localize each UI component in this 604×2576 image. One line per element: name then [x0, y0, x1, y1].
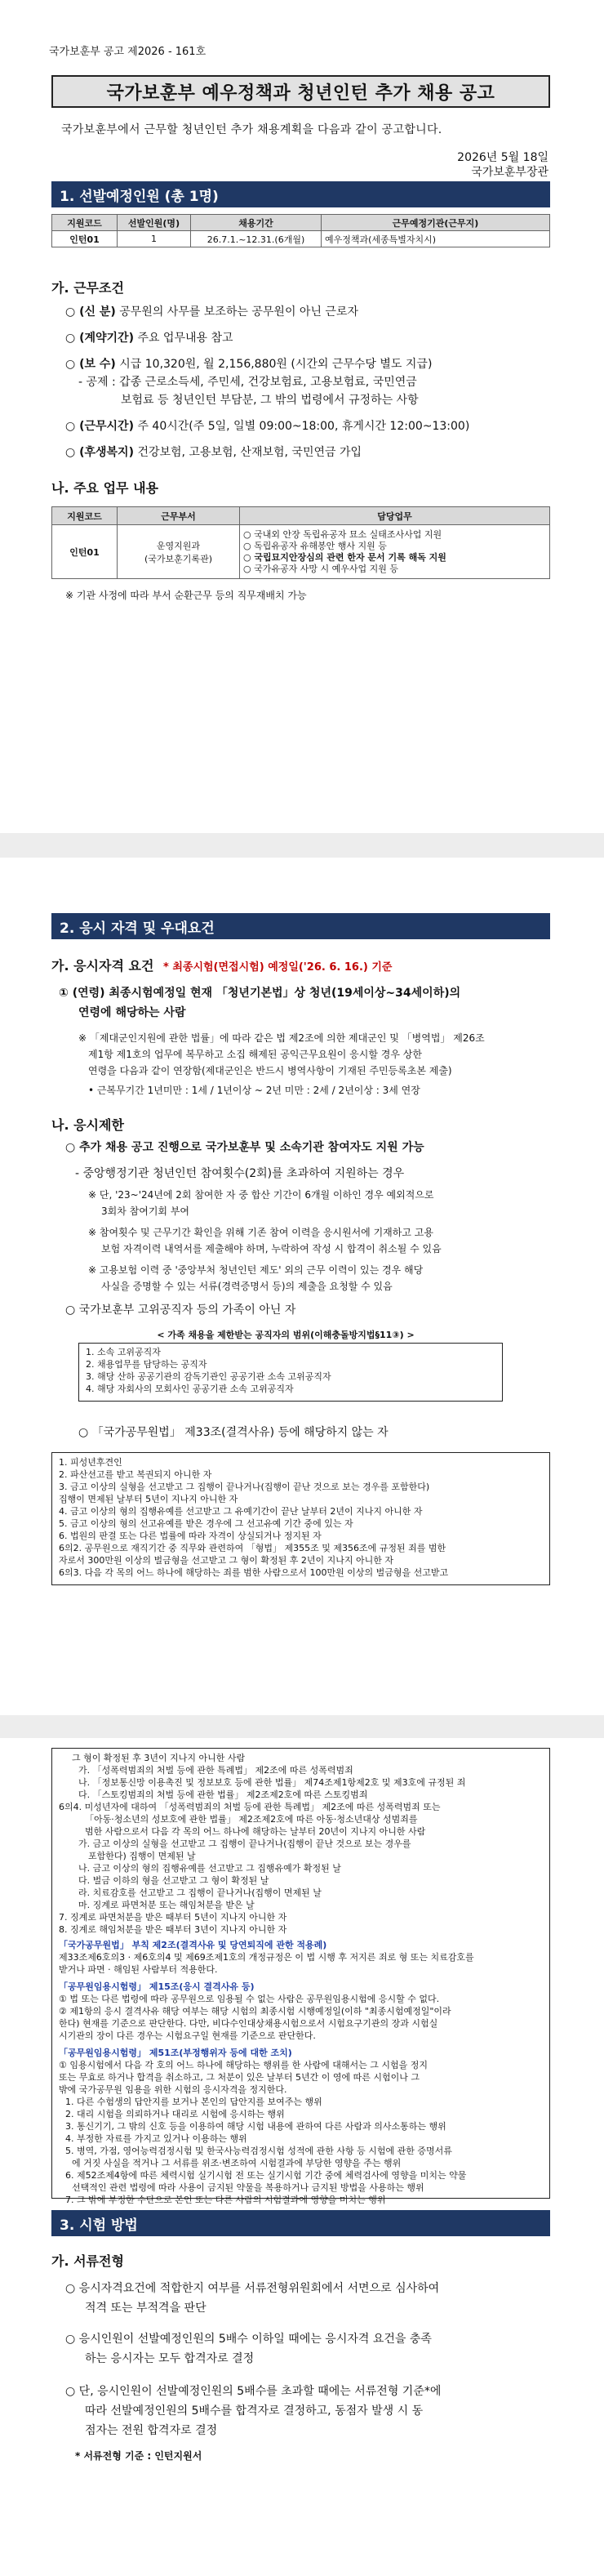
- family-box-title: < 가족 채용을 제한받는 공직자의 범위(이해충돌방지법§11③) >: [157, 1330, 415, 1340]
- disqualification-heading: ○ 「국가공무원법」 제33조(결격사유) 등에 해당하지 않는 자: [78, 1426, 389, 1439]
- table-header-cell: 지원코드: [52, 507, 118, 525]
- law-c-line: 4. 부정한 자료를 가지고 있거나 이용하는 행위: [65, 2133, 247, 2144]
- restriction-note: ※ 참여횟수 및 근무기간 확인을 위해 기존 참여 이력을 응시원서에 기재하고 고용: [88, 1227, 433, 1238]
- duty-item: ○ 국가유공자 사망 시 예우사업 지원 등: [243, 563, 398, 574]
- page-3: [0, 1738, 604, 2576]
- table-header-cell: 근무부서: [118, 507, 240, 525]
- law-c-line: 3. 통신기기, 그 밖의 신호 등을 이용하여 해당 시험 내용에 관하여 다른 사람과 의사소통하는 행위: [65, 2121, 446, 2132]
- law-b-title: 「공무원임용시험령」 제15조(응시 결격사유 등): [59, 1981, 255, 1992]
- screening-item-cont: 적격 또는 부적격을 판단: [85, 2302, 207, 2315]
- disq-item: 다. 벌금 이하의 형을 선고받고 그 형이 확정된 날: [78, 1875, 269, 1886]
- restriction-note-cont: 사실을 증명할 수 있는 서류(경력증명서 등)의 제출을 요청할 수 있음: [101, 1281, 393, 1292]
- restriction-note-cont: 3회차 참여기회 부여: [101, 1206, 190, 1217]
- disq-item: 나. 금고 이상의 형의 집행유예를 선고받고 그 집행유예가 확정된 날: [78, 1863, 341, 1874]
- condition-text: 공무원의 사무를 보조하는 공무원이 아닌 근로자: [119, 305, 358, 319]
- condition-label: ○ (신 분): [65, 305, 116, 319]
- table-header-row: [52, 215, 550, 231]
- notice-date: 2026년 5월 18일: [457, 151, 548, 164]
- law-b-line: 한다) 현재를 기준으로 판단한다. 다만, 비다수인대상채용시험으로서 시험요구기관의 장과 시험실: [59, 2018, 438, 2029]
- condition-text: 건강보험, 고용보험, 산재보험, 국민연금 가입: [137, 446, 362, 459]
- intro-text: 국가보훈부에서 근무할 청년인턴 추가 채용계획을 다음과 같이 공고합니다.: [61, 123, 442, 136]
- law-c-line: 선택적인 관련 법령에 따라 사용이 금지된 약물을 복용하거나 금지된 방법을 사용하는 행위: [72, 2182, 424, 2193]
- table-header-cell: 근무예정기관(근무지): [322, 215, 550, 231]
- condition-pay: [65, 356, 432, 372]
- disq-item: 마. 징계로 파면처분 또는 해임처분을 받은 날: [78, 1900, 255, 1910]
- condition-status: [65, 304, 358, 320]
- recruitment-table: [51, 214, 550, 247]
- section-1-title: 1. 선발예정인원 (총 1명): [51, 181, 550, 207]
- disq-item: 집행이 면제된 날부터 5년이 지나지 아니한 자: [59, 1494, 238, 1504]
- table-cell: 인턴01: [52, 231, 118, 247]
- duties-footnote: ※ 기관 사정에 따라 부서 순환근무 등의 직무재배치 가능: [65, 590, 307, 601]
- condition-deduction-cont: 보험료 등 청년인턴 부담분, 그 밖의 법령에서 규정하는 사항: [121, 394, 419, 407]
- law-c-title: 「공무원임용시험령」 제51조(부정행위자 등에 대한 조치): [59, 2048, 292, 2058]
- condition-hours: [65, 418, 469, 435]
- restriction-item: ○ 추가 채용 공고 진행으로 국가보훈부 및 소속기관 참여자도 지원 가능: [65, 1141, 424, 1154]
- table-header-cell: 선발인원(명): [118, 215, 191, 231]
- screening-item-cont: 따라 선발예정인원의 5배수를 합격자로 결정하고, 동점자 발생 시 동: [85, 2404, 424, 2418]
- screening-item-cont: 점자는 전원 합격자로 결정: [85, 2424, 218, 2437]
- disq-item: 6의4. 미성년자에 대하여 「성폭력범죄의 처벌 등에 관한 특례법」 제2조에 따른 성폭력범죄 또는: [59, 1802, 441, 1812]
- condition-label: ○ (후생복지): [65, 446, 134, 459]
- condition-label: ○ (근무시간): [65, 420, 134, 433]
- disq-item: 라. 치료감호를 선고받고 그 집행이 끝나거나(집행이 면제된 날: [78, 1887, 322, 1898]
- disq-item: 1. 피성년후견인: [59, 1457, 122, 1468]
- dept-name: 운영지원과: [156, 540, 201, 551]
- law-a-line: 받거나 파면 · 해임된 사람부터 적용한다.: [59, 1964, 218, 1975]
- law-c-line: 1. 다른 수험생의 답안지를 보거나 본인의 답안지를 보여주는 행위: [65, 2097, 322, 2107]
- disq-item: 6의3. 다음 각 목의 어느 하나에 해당하는 죄를 범한 사람으로서 100만원 이상의 벌금형을 선고받고: [59, 1567, 449, 1578]
- restriction-item: - 중앙행정기관 청년인턴 참여횟수(2회)를 초과하여 지원하는 경우: [75, 1167, 405, 1180]
- table-header-cell: 채용기간: [191, 215, 322, 231]
- law-c-line: 또는 무효로 하거나 합격을 취소하고, 그 처분이 있은 날부터 5년간 이 영에 따른 시험이나 그: [59, 2072, 420, 2083]
- table-cell: [240, 525, 550, 579]
- restriction-note: ※ 단, '23~'24년에 2회 참여한 자 중 합산 기간이 6개월 이하인 경우 예외적으로: [88, 1189, 434, 1201]
- page-2: [0, 858, 604, 1715]
- law-a-line: 제33조제6호의3 · 제6호의4 및 제69조제1호의 개정규정은 이 법 시행 후 저지른 죄로 형 또는 치료감호를: [59, 1952, 474, 1963]
- disq-item: 6의2. 공무원으로 재직기간 중 직무와 관련하여 「형법」 제355조 및 제356조에 규정된 죄를 범한: [59, 1543, 446, 1553]
- family-box-item: 1. 소속 고위공직자: [86, 1347, 161, 1357]
- condition-text: 시급 10,320원, 월 2,156,880원 (시간외 근무수당 별도 지급): [119, 358, 433, 371]
- military-note-cont: 연령을 다음과 같이 연장함(제대군인은 반드시 병역사항이 기재된 주민등록초본 제출): [88, 1065, 452, 1076]
- screening-criteria: * 서류전형 기준 : 인턴지원서: [75, 2450, 202, 2462]
- duty-item: ○ 국립묘지안장심의 관련 한자 문서 기록 해독 지원: [243, 551, 446, 563]
- conditions-heading: 가. 근무조건: [51, 280, 124, 296]
- disq-item: 나. 「정보통신망 이용촉진 및 정보보호 등에 관한 법률」 제74조제1항제2호 및 제3호에 규정된 죄: [78, 1777, 466, 1788]
- page-1: [0, 0, 604, 833]
- disq-item: 8. 징계로 해임처분을 받은 때부터 3년이 지나지 아니한 자: [59, 1924, 287, 1935]
- table-cell: 26.7.1.~12.31.(6개월): [191, 231, 322, 247]
- screening-item: ○ 단, 응시인원이 선발예정인원의 5배수를 초과할 때에는 서류전형 기준*에: [65, 2385, 442, 2398]
- table-cell: 인턴01: [52, 525, 118, 579]
- law-c-line: 에 거짓 사실을 적거나 그 서류를 위조·변조하여 시험결과에 부당한 영향을 주는 행위: [72, 2158, 402, 2168]
- condition-deduction: - 공제 : 갑종 근로소득세, 주민세, 건강보험료, 고용보험료, 국민연금: [78, 376, 417, 389]
- restriction-heading: 나. 응시제한: [51, 1117, 124, 1133]
- law-c-line: 6. 제52조제4항에 따른 체력시험 실기시험 전 또는 실기시험 기간 중에 체력검사에 영향을 미치는 약물: [65, 2170, 467, 2181]
- condition-text: 주요 업무내용 참고: [137, 332, 233, 345]
- section-3-title: 3. 시험 방법: [51, 2210, 550, 2236]
- military-note: ※ 「제대군인지원에 관한 법률」에 따라 같은 법 제2조에 의한 제대군인 및 「병역법」 제26조: [78, 1032, 485, 1044]
- law-b-line: ① 법 또는 다른 법령에 따라 공무원으로 임용될 수 없는 사람은 공무원임용시험에 응시할 수 없다.: [59, 1994, 440, 2004]
- family-box-item: 2. 채용업무를 담당하는 공직자: [86, 1359, 207, 1370]
- age-requirement: ① (연령) 최종시험예정일 현재 「청년기본법」상 청년(19세이상~34세이하)의: [59, 987, 461, 1000]
- military-note-cont: 제1항 제1호의 업무에 복무하고 소집 해제된 공익근무요원이 응시할 경우 상한: [88, 1049, 422, 1060]
- disq-item: 그 형이 확정된 후 3년이 지나지 아니한 사람: [72, 1753, 246, 1763]
- disq-item: 자로서 300만원 이상의 벌금형을 선고받고 그 형이 확정된 후 2년이 지나지 아니한 자: [59, 1555, 393, 1566]
- disq-item: 가. 「성폭력범죄의 처벌 등에 관한 특례법」 제2조에 따른 성폭력범죄: [78, 1765, 353, 1776]
- family-box-item: 3. 해당 산하 공공기관의 감독기관인 공공기관 소속 고위공직자: [86, 1371, 331, 1382]
- condition-label: ○ (보 수): [65, 358, 116, 371]
- eligibility-heading: [51, 956, 392, 974]
- family-box-item: 4. 해당 자회사의 모회사인 공공기관 소속 고위공직자: [86, 1384, 294, 1394]
- disq-item: 다. 「스토킹범죄의 처벌 등에 관한 법률」 제2조제2호에 따른 스토킹범죄: [78, 1789, 368, 1800]
- disq-item: 범한 사람으로서 다음 각 목의 어느 하나에 해당하는 날부터 20년이 지나지 아니한 사람: [85, 1826, 426, 1837]
- duty-item: ○ 국내외 안장 독립유공자 묘소 실태조사사업 지원: [243, 528, 442, 540]
- notice-number: 국가보훈부 공고 제2026 - 161호: [49, 46, 207, 58]
- restriction-note: ※ 고용보험 이력 중 '중앙부처 청년인턴 제도' 외의 근무 이력이 있는 경우 해당: [88, 1264, 424, 1276]
- document-screening-heading: 가. 서류전형: [51, 2253, 124, 2269]
- law-c-line: 7. 그 밖에 부정한 수단으로 본인 또는 다른 사람의 시험결과에 영향을 미치는 행위: [65, 2195, 386, 2205]
- condition-period: [65, 330, 233, 346]
- disq-item: 6. 법원의 판결 또는 다른 법률에 따라 자격이 상실되거나 정지된 자: [59, 1531, 322, 1541]
- restriction-note-cont: 보험 자격이력 내역서를 제출해야 하며, 누락하여 작성 시 합격이 취소될 수 있음: [101, 1243, 442, 1255]
- law-c-line: 2. 대리 시험을 의뢰하거나 대리로 시험에 응시하는 행위: [65, 2109, 285, 2119]
- military-period-note: • 근복무기간 1년미만 : 1세 / 1년이상 ~ 2년 미만 : 2세 / 2년이상 : 3세 연장: [88, 1085, 420, 1096]
- table-row: [52, 231, 550, 247]
- eligibility-basis: * 최종시험(면접시험) 예정일('26. 6. 16.) 기준: [163, 961, 393, 974]
- family-restriction-box: [78, 1343, 503, 1402]
- law-b-line: ② 제1항의 응시 결격사유 해당 여부는 해당 시험의 최종시험 시행예정일(이하 "최종시험예정일"이라: [59, 2006, 451, 2017]
- table-cell: [118, 525, 240, 579]
- law-a-title: 「국가공무원법」 부칙 제2조(결격사유 및 당연퇴직에 관한 적용례): [59, 1940, 327, 1950]
- law-b-line: 시기관의 장이 다른 경우는 시험요구일 현재를 기준으로 판단한다.: [59, 2030, 316, 2041]
- screening-item-cont: 하는 응시자는 모두 합격자로 결정: [85, 2352, 255, 2365]
- disq-item: 3. 금고 이상의 실형을 선고받고 그 집행이 끝나거나(집행이 끝난 것으로 보는 경우를 포함한다): [59, 1482, 430, 1492]
- disq-item: 포함한다) 집행이 면제된 날: [88, 1851, 196, 1861]
- law-c-line: ① 임용시험에서 다음 각 호의 어느 하나에 해당하는 행위를 한 사람에 대해서는 그 시험을 정지: [59, 2060, 428, 2070]
- condition-label: ○ (계약기간): [65, 332, 134, 345]
- screening-item: ○ 응시자격요건에 적합한지 여부를 서류전형위원회에서 서면으로 심사하여: [65, 2282, 440, 2295]
- disqualification-box: [51, 1452, 550, 1585]
- duties-table: [51, 506, 550, 579]
- law-c-line: 5. 병역, 가점, 영어능력검정시험 및 한국사능력검정시험 성적에 관한 사항 등 시험에 관한 증명서류: [65, 2146, 452, 2156]
- disq-item: 7. 징계로 파면처분을 받은 때부터 5년이 지나지 아니한 자: [59, 1912, 287, 1923]
- table-header-cell: 담당업무: [240, 507, 550, 525]
- restriction-item: ○ 국가보훈부 고위공직자 등의 가족이 아닌 자: [65, 1304, 296, 1317]
- disq-item: 2. 파산선고를 받고 복권되지 아니한 자: [59, 1469, 212, 1480]
- dept-sub: (국가보훈기록관): [144, 553, 212, 564]
- condition-welfare: [65, 444, 362, 461]
- disq-item: 가. 금고 이상의 실형을 선고받고 그 집행이 끝나거나(집행이 끝난 것으로 보는 경우를: [78, 1838, 411, 1849]
- disq-item: 4. 금고 이상의 형의 집행유예를 선고받고 그 유예기간이 끝난 날부터 2년이 지나지 아니한 자: [59, 1506, 423, 1517]
- table-header-row: [52, 507, 550, 525]
- disq-item: 5. 금고 이상의 형의 선고유예를 받은 경우에 그 선고유예 기간 중에 있는 자: [59, 1518, 353, 1529]
- disqualification-box-continued: [51, 1748, 550, 2205]
- issuing-agency: 국가보훈부장관: [471, 166, 548, 179]
- disq-item: 「아동·청소년의 성보호에 관한 법률」 제2조제2호에 따른 아동·청소년대상 성범죄를: [85, 1814, 418, 1825]
- section-2-title: 2. 응시 자격 및 우대요건: [51, 913, 550, 939]
- duty-item: ○ 독립유공자 유해봉안 행사 지원 등: [243, 540, 387, 551]
- duties-heading: 나. 주요 업무 내용: [51, 480, 158, 496]
- table-cell: 예우정책과(세종특별자치시): [322, 231, 550, 247]
- screening-item: ○ 응시인원이 선발예정인원의 5배수 이하일 때에는 응시자격 요건을 충족: [65, 2333, 432, 2346]
- table-header-cell: 지원코드: [52, 215, 118, 231]
- condition-text: 주 40시간(주 5일, 일별 09:00~18:00, 휴게시간 12:00~13:00): [137, 420, 470, 433]
- notice-title: 국가보훈부 예우정책과 청년인턴 추가 채용 공고: [51, 75, 550, 108]
- age-requirement-cont: 연령에 해당하는 사람: [78, 1006, 186, 1019]
- law-c-line: 밖에 국가공무원 임용을 위한 시험의 응시자격을 정지한다.: [59, 2084, 287, 2095]
- eligibility-heading-text: 가. 응시자격 요건: [51, 958, 154, 974]
- table-cell: 1: [118, 231, 191, 247]
- table-row: [52, 525, 550, 579]
